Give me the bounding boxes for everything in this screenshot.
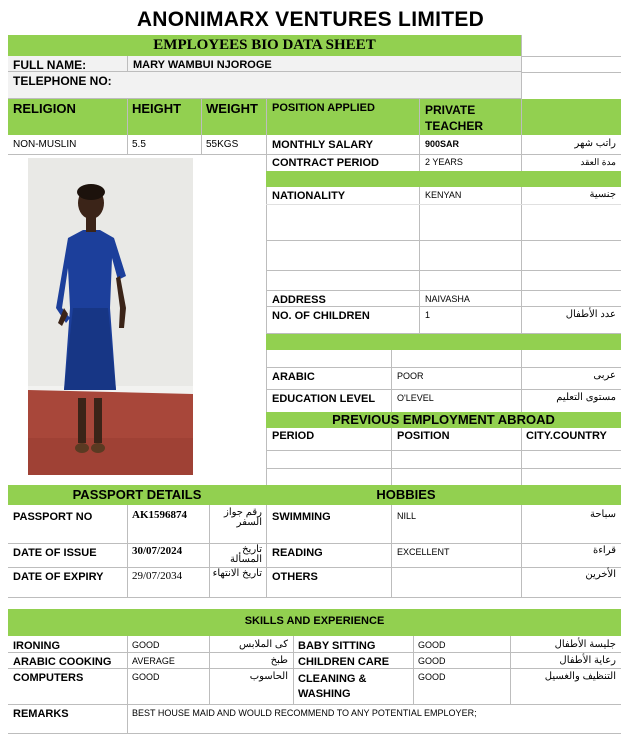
candidate-photo: [28, 158, 193, 475]
ironing-ar: كى الملابس: [239, 639, 288, 650]
monthly-salary-ar: راتب شهر: [574, 138, 616, 149]
ironing-label: IRONING: [13, 640, 61, 652]
education-ar: مستوى التعليم: [556, 392, 616, 403]
passport-no-value: AK1596874: [132, 509, 187, 521]
hobbies-title: HOBBIES: [376, 487, 436, 502]
address-label: ADDRESS: [272, 294, 326, 306]
reading-value: EXCELLENT: [397, 547, 450, 557]
contract-period-ar: مدة العقد: [580, 157, 616, 167]
divider: [266, 240, 621, 241]
divider: [209, 636, 210, 704]
passport-no-ar: رقم جواز السفر: [224, 507, 262, 528]
divider: [8, 704, 621, 705]
period-header: PERIOD: [272, 430, 315, 442]
position-value: PRIVATE TEACHER: [425, 103, 484, 133]
section-band: [266, 334, 621, 350]
sheet-title: EMPLOYEES BIO DATA SHEET: [153, 37, 376, 53]
reading-ar: قراءة: [592, 545, 616, 556]
contract-period-value: 2 YEARS: [425, 157, 463, 167]
divider: [127, 704, 128, 734]
baby-sitting-label: BABY SITTING: [298, 640, 376, 652]
remarks-value: BEST HOUSE MAID AND WOULD RECOMMEND TO ANY POTENTIAL EMPLOYER;: [132, 708, 477, 718]
divider: [419, 187, 420, 334]
divider: [8, 567, 621, 568]
date-of-expiry-value: 29/07/2034: [132, 570, 183, 582]
divider: [266, 135, 267, 485]
divider: [391, 350, 392, 412]
divider: [266, 306, 621, 307]
passport-title: PASSPORT DETAILS: [72, 487, 202, 502]
divider: [419, 99, 420, 135]
children-care-value: GOOD: [418, 656, 446, 666]
section-band: [266, 171, 621, 187]
nationality-value: KENYAN: [425, 190, 462, 200]
education-label: EDUCATION LEVEL: [272, 393, 376, 405]
previous-employment-title: PREVIOUS EMPLOYMENT ABROAD: [332, 412, 555, 427]
divider: [209, 505, 210, 597]
weight-value: 55KGS: [206, 139, 239, 150]
cleaning-label: CLEANING & WASHING: [298, 673, 367, 700]
children-care-label: CHILDREN CARE: [298, 656, 390, 668]
children-label: NO. OF CHILDREN: [272, 310, 370, 322]
religion-value: NON-MUSLIN: [13, 139, 77, 150]
arabic-value: POOR: [397, 371, 424, 381]
divider: [266, 204, 621, 205]
computers-value: GOOD: [132, 672, 160, 682]
divider: [266, 367, 621, 368]
divider: [127, 99, 128, 135]
swimming-label: SWIMMING: [272, 511, 331, 523]
full-name-label: FULL NAME:: [13, 58, 87, 72]
date-of-issue-value: 30/07/2024: [132, 545, 183, 557]
divider: [266, 468, 621, 469]
divider: [127, 636, 128, 704]
divider: [266, 99, 267, 135]
telephone-label: TELEPHONE NO:: [13, 74, 112, 88]
arabic-cooking-label: ARABIC COOKING: [13, 656, 112, 668]
children-ar: عدد الأطفال: [565, 309, 616, 320]
skills-title: SKILLS AND EXPERIENCE: [244, 615, 385, 627]
divider: [510, 636, 511, 704]
children-value: 1: [425, 310, 431, 320]
divider: [413, 636, 414, 704]
divider: [127, 505, 128, 597]
full-name-value: MARY WAMBUI NJOROGE: [133, 59, 272, 71]
monthly-salary-value: 900SAR: [425, 139, 460, 149]
arabic-label: ARABIC: [272, 371, 315, 383]
swimming-value: NILL: [397, 511, 417, 521]
divider: [419, 135, 420, 175]
contract-period-label: CONTRACT PERIOD: [272, 157, 379, 169]
address-value: NAIVASHA: [425, 294, 470, 304]
divider: [266, 450, 621, 451]
children-care-ar: رعاية الأطفال: [559, 655, 616, 666]
nationality-label: NATIONALITY: [272, 190, 346, 202]
arabic-ar: عربى: [593, 370, 616, 381]
divider: [521, 428, 522, 485]
right-grid-top: [521, 35, 621, 99]
date-of-issue-ar: تاريخ المسألة: [230, 544, 262, 565]
divider: [521, 187, 522, 334]
divider: [266, 389, 621, 390]
company-title: ANONIMARX VENTURES LIMITED: [136, 8, 485, 31]
divider: [521, 505, 522, 597]
position-applied-header: POSITION APPLIED: [272, 102, 375, 114]
divider: [293, 636, 294, 704]
city-country-header: CITY.COUNTRY: [526, 430, 607, 442]
others-label: OTHERS: [272, 571, 318, 583]
reading-label: READING: [272, 547, 323, 559]
weight-header: WEIGHT: [206, 101, 258, 116]
date-of-expiry-label: DATE OF EXPIRY: [13, 571, 104, 583]
divider: [521, 99, 522, 135]
divider: [127, 135, 128, 155]
divider: [266, 505, 267, 597]
divider: [266, 270, 621, 271]
divider: [8, 733, 621, 734]
divider: [521, 56, 621, 57]
passport-no-label: PASSPORT NO: [13, 511, 93, 523]
divider: [521, 72, 621, 73]
monthly-salary-label: MONTHLY SALARY: [272, 139, 374, 151]
divider: [8, 543, 621, 544]
date-of-expiry-ar: تاريخ الانتهاء: [212, 568, 262, 579]
height-value: 5.5: [132, 139, 146, 150]
arabic-cooking-ar: طبخ: [270, 655, 288, 666]
religion-header: RELIGION: [13, 101, 76, 116]
divider: [391, 428, 392, 485]
baby-sitting-ar: جليسة الأطفال: [554, 639, 616, 650]
divider: [521, 135, 522, 175]
divider: [266, 290, 621, 291]
computers-ar: الحاسوب: [249, 671, 288, 682]
divider: [266, 154, 621, 155]
height-header: HEIGHT: [132, 101, 182, 116]
baby-sitting-value: GOOD: [418, 640, 446, 650]
cleaning-value: GOOD: [418, 672, 446, 682]
divider: [391, 505, 392, 597]
cleaning-ar: التنظيف والغسيل: [544, 671, 616, 682]
divider: [521, 350, 522, 412]
divider: [8, 597, 621, 598]
divider: [8, 652, 621, 653]
swimming-ar: سباحة: [590, 509, 616, 520]
remarks-label: REMARKS: [13, 708, 69, 720]
computers-label: COMPUTERS: [13, 672, 84, 684]
date-of-issue-label: DATE OF ISSUE: [13, 547, 97, 559]
others-ar: الأخرين: [585, 569, 616, 580]
arabic-cooking-value: AVERAGE: [132, 656, 175, 666]
divider: [201, 135, 202, 155]
education-value: O'LEVEL: [397, 393, 434, 403]
divider: [201, 99, 202, 135]
position-header: POSITION: [397, 430, 450, 442]
divider: [8, 668, 621, 669]
ironing-value: GOOD: [132, 640, 160, 650]
nationality-ar: جنسية: [589, 189, 616, 200]
